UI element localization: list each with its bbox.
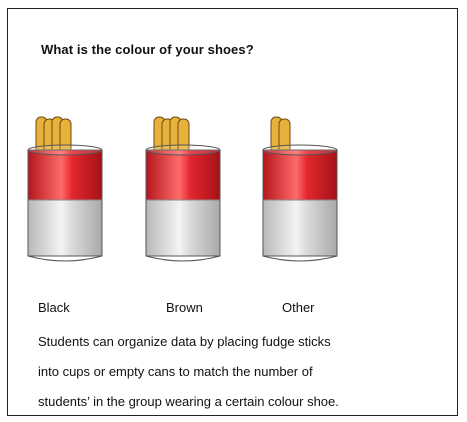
label-other: Other (282, 300, 315, 315)
can-rim (28, 145, 102, 155)
can-other (263, 117, 337, 261)
can-rim (146, 145, 220, 155)
can-grey-band (28, 200, 102, 256)
question-title: What is the colour of your shoes? (41, 42, 254, 57)
can-bottom (263, 256, 337, 261)
can-bottom (146, 256, 220, 261)
can-brown (146, 117, 220, 261)
can-grey-band (263, 200, 337, 256)
can-red-band (28, 150, 102, 200)
caption-line-3: students’ in the group wearing a certain colour shoe. (38, 394, 339, 409)
caption-line-2: into cups or empty cans to match the number of (38, 364, 313, 379)
label-brown: Brown (166, 300, 203, 315)
can-black (28, 117, 102, 261)
can-grey-band (146, 200, 220, 256)
can-red-band (146, 150, 220, 200)
can-rim (263, 145, 337, 155)
can-red-band (263, 150, 337, 200)
can-bottom (28, 256, 102, 261)
caption-line-1: Students can organize data by placing fudge sticks (38, 334, 331, 349)
label-black: Black (38, 300, 70, 315)
